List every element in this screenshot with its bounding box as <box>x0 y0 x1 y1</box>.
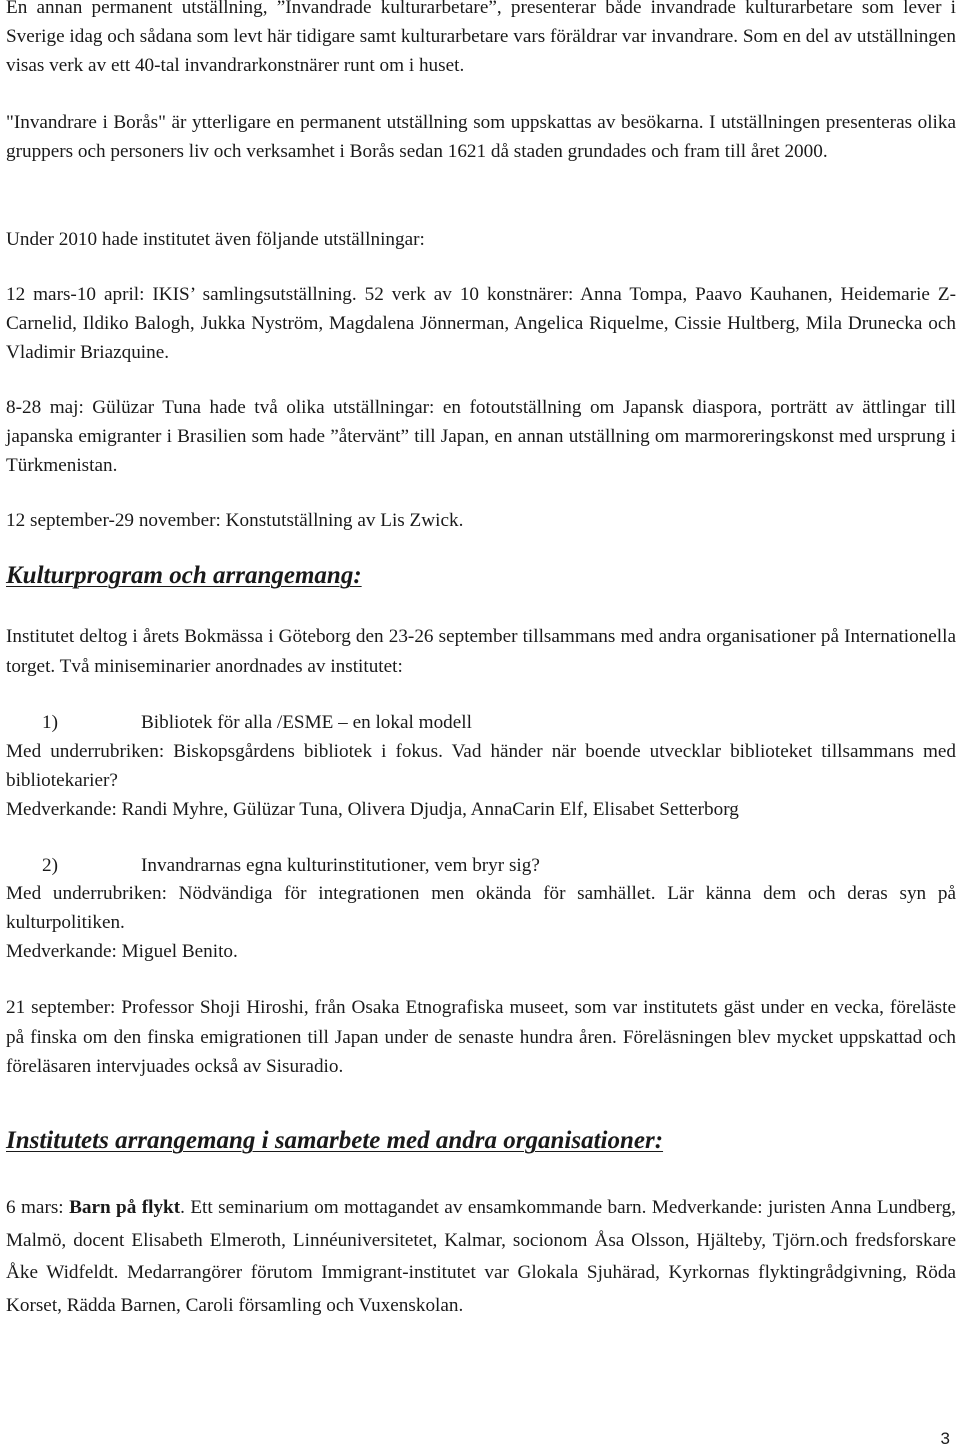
event-description: . Ett seminarium om mottagandet av ensamkommande barn. Medverkande: juristen Anna Lundberg, Malmö, docent Elisabeth Elmeroth, Linnéuniversitetet, Kalmar, socionom Åsa Olsson, Hjälteby, Tjörn.och fredsforskare Åke Widfeldt. Medarrangörer förutom Immigrant-institutet var Glokala Sjuhärad, Kyrkornas flyktingrådgivning, Röda Korset, Rädda Barnen, Caroli församling och Vuxenskolan. <box>6 1197 956 1316</box>
paragraph-seminar-1-subtitle: Med underrubriken: Biskopsgårdens bibliotek i fokus. Vad händer när boende utvecklar biblioteket tillsammans med bibliotekarier? <box>6 741 956 791</box>
paragraph-shoji-hiroshi: 21 september: Professor Shoji Hiroshi, från Osaka Etnografiska museet, som var institutets gäst under en vecka, föreläste på finska om den finska emigrationen till Japan under de senaste hundra åren. Föreläsningen blev mycket uppskattad och föreläsaren intervjuades också av Sisuradio. <box>6 997 956 1077</box>
paragraph-barn-pa-flykt <box>6 1192 956 1322</box>
page-number: 3 <box>940 1429 950 1448</box>
event-title: Barn på flykt <box>69 1197 181 1218</box>
seminar-item-1 <box>6 708 956 737</box>
seminar-item-2 <box>6 851 956 880</box>
heading-kulturprogram: Kulturprogram och arrangemang: <box>6 562 362 589</box>
paragraph-tuna-exhibition: 8-28 maj: Gülüzar Tuna hade två olika utställningar: en fotoutställning om Japansk diaspora, porträtt av ättlingar till japanska emigranter i Brasilien som hade ”återvänt” till Japan, en annan utställning om marmoreringskonst med ursprung i Türkmenistan. <box>6 397 956 476</box>
seminar-number: 1) <box>42 712 58 733</box>
heading-samarbete: Institutets arrangemang i samarbete med andra organisationer: <box>6 1127 664 1154</box>
paragraph-zwick-exhibition: 12 september-29 november: Konstutställning av Lis Zwick. <box>6 510 464 531</box>
paragraph-seminar-2-participants: Medverkande: Miguel Benito. <box>6 941 238 962</box>
seminar-title: Bibliotek för alla /ESME – en lokal modell <box>141 712 472 733</box>
paragraph-seminar-2-subtitle: Med underrubriken: Nödvändiga för integrationen men okända för samhället. Lär känna dem och deras syn på kulturpolitiken. <box>6 883 956 933</box>
paragraph-bokmassa: Institutet deltog i årets Bokmässa i Göteborg den 23-26 september tillsammans med andra organisationer på Internationella torget. Två miniseminarier anordnades av institutet: <box>6 626 956 677</box>
paragraph-ikis-exhibition: 12 mars-10 april: IKIS’ samlingsutställning. 52 verk av 10 konstnärer: Anna Tompa, Paavo Kauhanen, Heidemarie Z-Carnelid, Ildiko Balogh, Jukka Nyström, Magdalena Jönnerman, Angelica Riquelme, Cissie Hultberg, Mila Drunecka och Vladimir Briazquine. <box>6 284 956 363</box>
seminar-title: Invandrarnas egna kulturinstitutioner, vem bryr sig? <box>141 855 540 876</box>
paragraph-seminar-1-participants: Medverkande: Randi Myhre, Gülüzar Tuna, Olivera Djudja, AnnaCarin Elf, Elisabet Setterborg <box>6 799 739 820</box>
paragraph-exhibitions-intro: Under 2010 hade institutet även följande utställningar: <box>6 229 425 250</box>
seminar-number: 2) <box>42 855 58 876</box>
paragraph-permanent-exhibition: En annan permanent utställning, ”Invandrade kulturarbetare”, presenterar både invandrade kulturarbetare som lever i Sverige idag och sådana som levt här tidigare samt kulturarbetare vars föräldrar var invandrare. Som en del av utställningen visas verk av ett 40-tal invandrarkonstnärer runt om i huset. <box>6 0 956 76</box>
event-date: 6 mars: <box>6 1197 70 1218</box>
paragraph-invandrare-i-boras: "Invandrare i Borås" är ytterligare en permanent utställning som uppskattas av besökarna. I utställningen presenteras olika gruppers och personers liv och verksamhet i Borås sedan 1621 då staden grundades och fram till året 2000. <box>6 112 956 162</box>
